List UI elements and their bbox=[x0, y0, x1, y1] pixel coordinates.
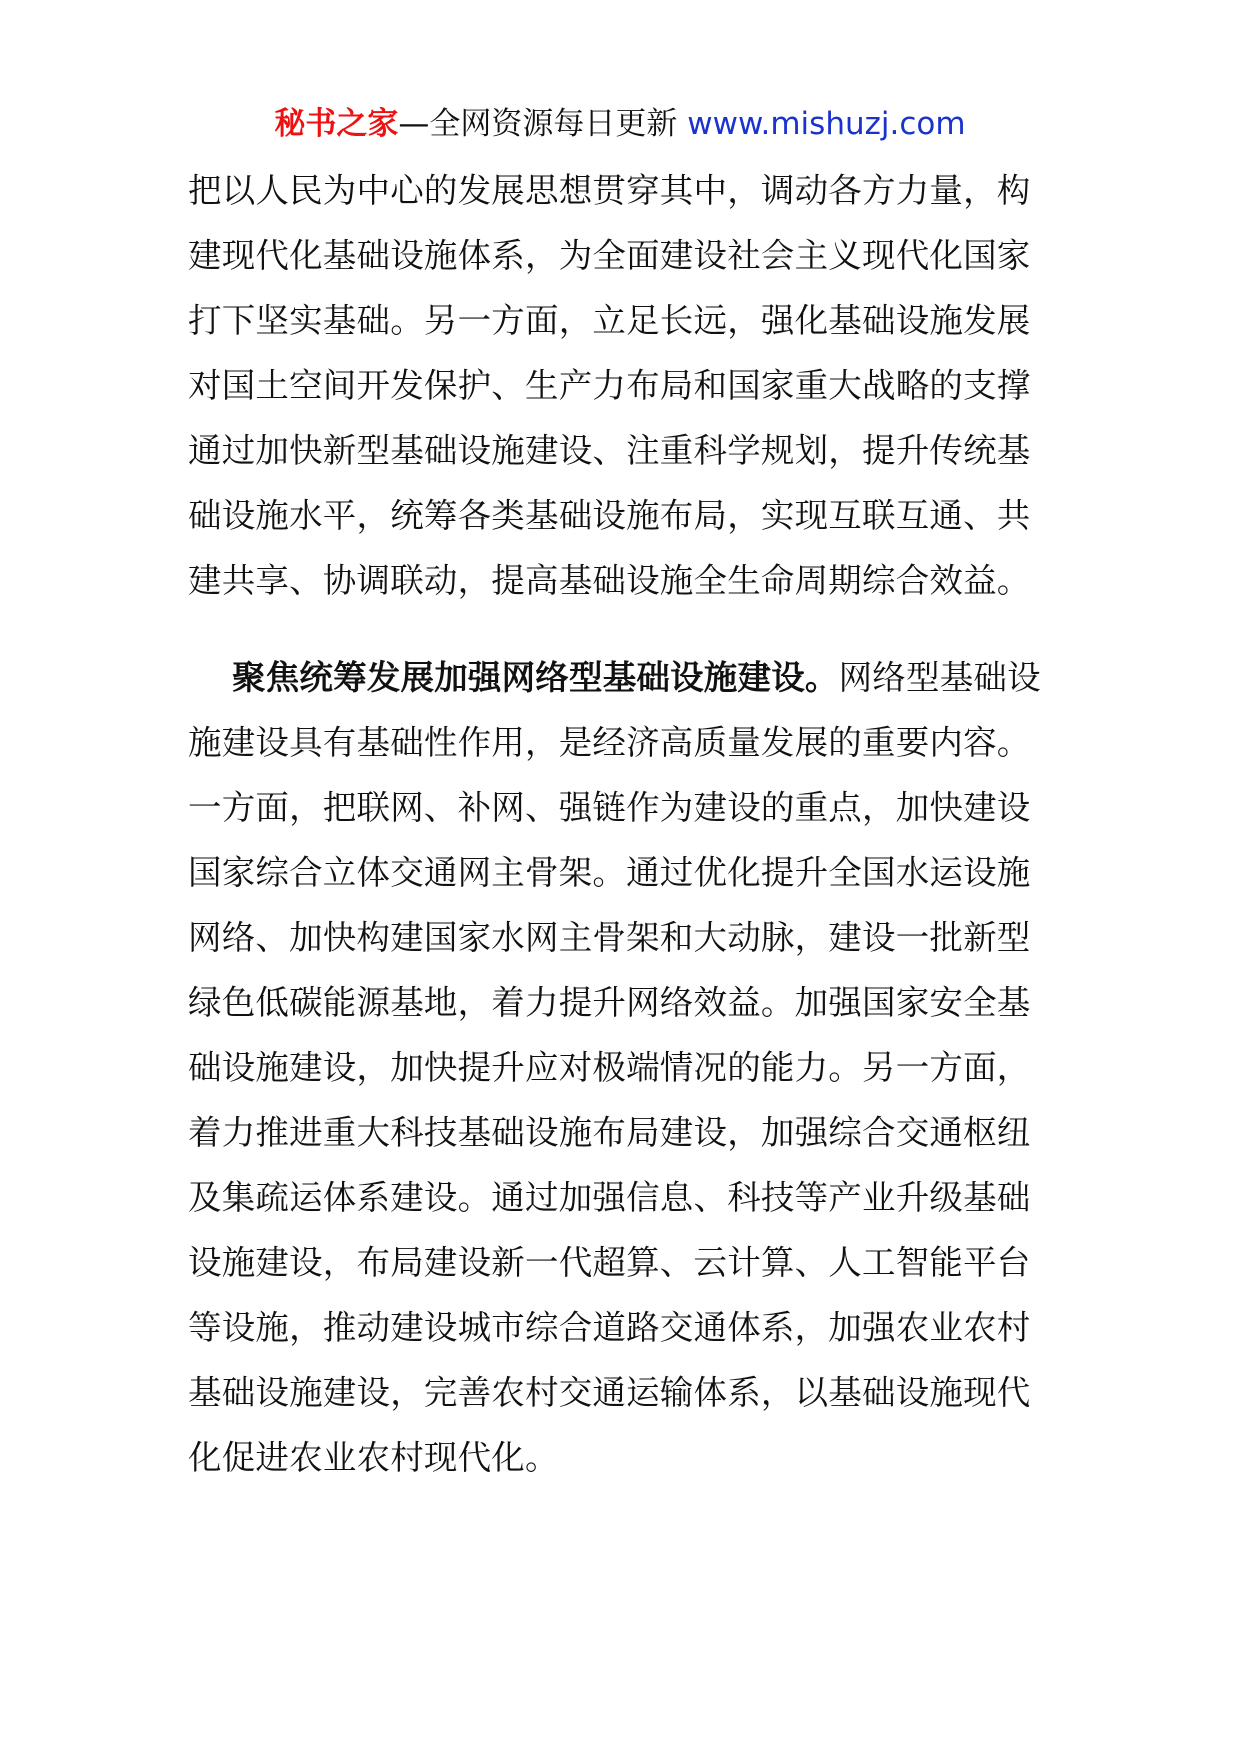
text-line: 一方面，把联网、补网、强链作为建设的重点，加快建设 bbox=[188, 788, 1031, 827]
text-line: 施建设具有基础性作用，是经济高质量发展的重要内容。 bbox=[188, 723, 1031, 762]
text-line: 础设施水平，统筹各类基础设施布局，实现互联互通、共 bbox=[188, 496, 1031, 535]
header-brand: 秘书之家 bbox=[274, 106, 399, 142]
text-line: 打下坚实基础。另一方面，立足长远，强化基础设施发展 bbox=[188, 301, 1031, 340]
paragraph-1 bbox=[188, 158, 1056, 613]
text-line: 绿色低碳能源基地，着力提升网络效益。加强国家安全基 bbox=[188, 983, 1031, 1022]
page-header bbox=[0, 102, 1240, 146]
document-body bbox=[188, 158, 1056, 1490]
text-line: 设施建设，布局建设新一代超算、云计算、人工智能平台 bbox=[188, 1243, 1031, 1282]
section-heading: 聚焦统筹发展加强网络型基础设施建设。 bbox=[232, 658, 839, 697]
heading-continuation: 网络型基础设 bbox=[838, 658, 1041, 697]
text-line: 基础设施建设，完善农村交通运输体系，以基础设施现代 bbox=[188, 1373, 1031, 1412]
paragraph-2 bbox=[188, 645, 1056, 1490]
text-line: 网络、加快构建国家水网主骨架和大动脉，建设一批新型 bbox=[188, 918, 1031, 957]
text-line: 国家综合立体交通网主骨架。通过优化提升全国水运设施 bbox=[188, 853, 1031, 892]
text-line: 等设施，推动建设城市综合道路交通体系，加强农业农村 bbox=[188, 1308, 1031, 1347]
text-line: 通过加快新型基础设施建设、注重科学规划，提升传统基 bbox=[188, 431, 1031, 470]
paragraph-spacer bbox=[188, 613, 1056, 645]
text-line: 建共享、协调联动，提高基础设施全生命周期综合效益。 bbox=[188, 561, 1031, 600]
text-line: 及集疏运体系建设。通过加强信息、科技等产业升级基础 bbox=[188, 1178, 1031, 1217]
text-line-first bbox=[188, 645, 1056, 710]
text-line: 着力推进重大科技基础设施布局建设，加强综合交通枢纽 bbox=[188, 1113, 1031, 1152]
text-line: 化促进农业农村现代化。 bbox=[188, 1438, 559, 1477]
text-line: 对国土空间开发保护、生产力布局和国家重大战略的支撑 bbox=[188, 366, 1031, 405]
text-line: 建现代化基础设施体系，为全面建设社会主义现代化国家 bbox=[188, 236, 1031, 275]
header-slogan: —全网资源每日更新 bbox=[398, 106, 688, 142]
header-url[interactable]: www.mishuzj.com bbox=[687, 106, 966, 142]
text-line: 把以人民为中心的发展思想贯穿其中，调动各方力量，构 bbox=[188, 171, 1031, 210]
text-line: 础设施建设，加快提升应对极端情况的能力。另一方面， bbox=[188, 1048, 1031, 1087]
